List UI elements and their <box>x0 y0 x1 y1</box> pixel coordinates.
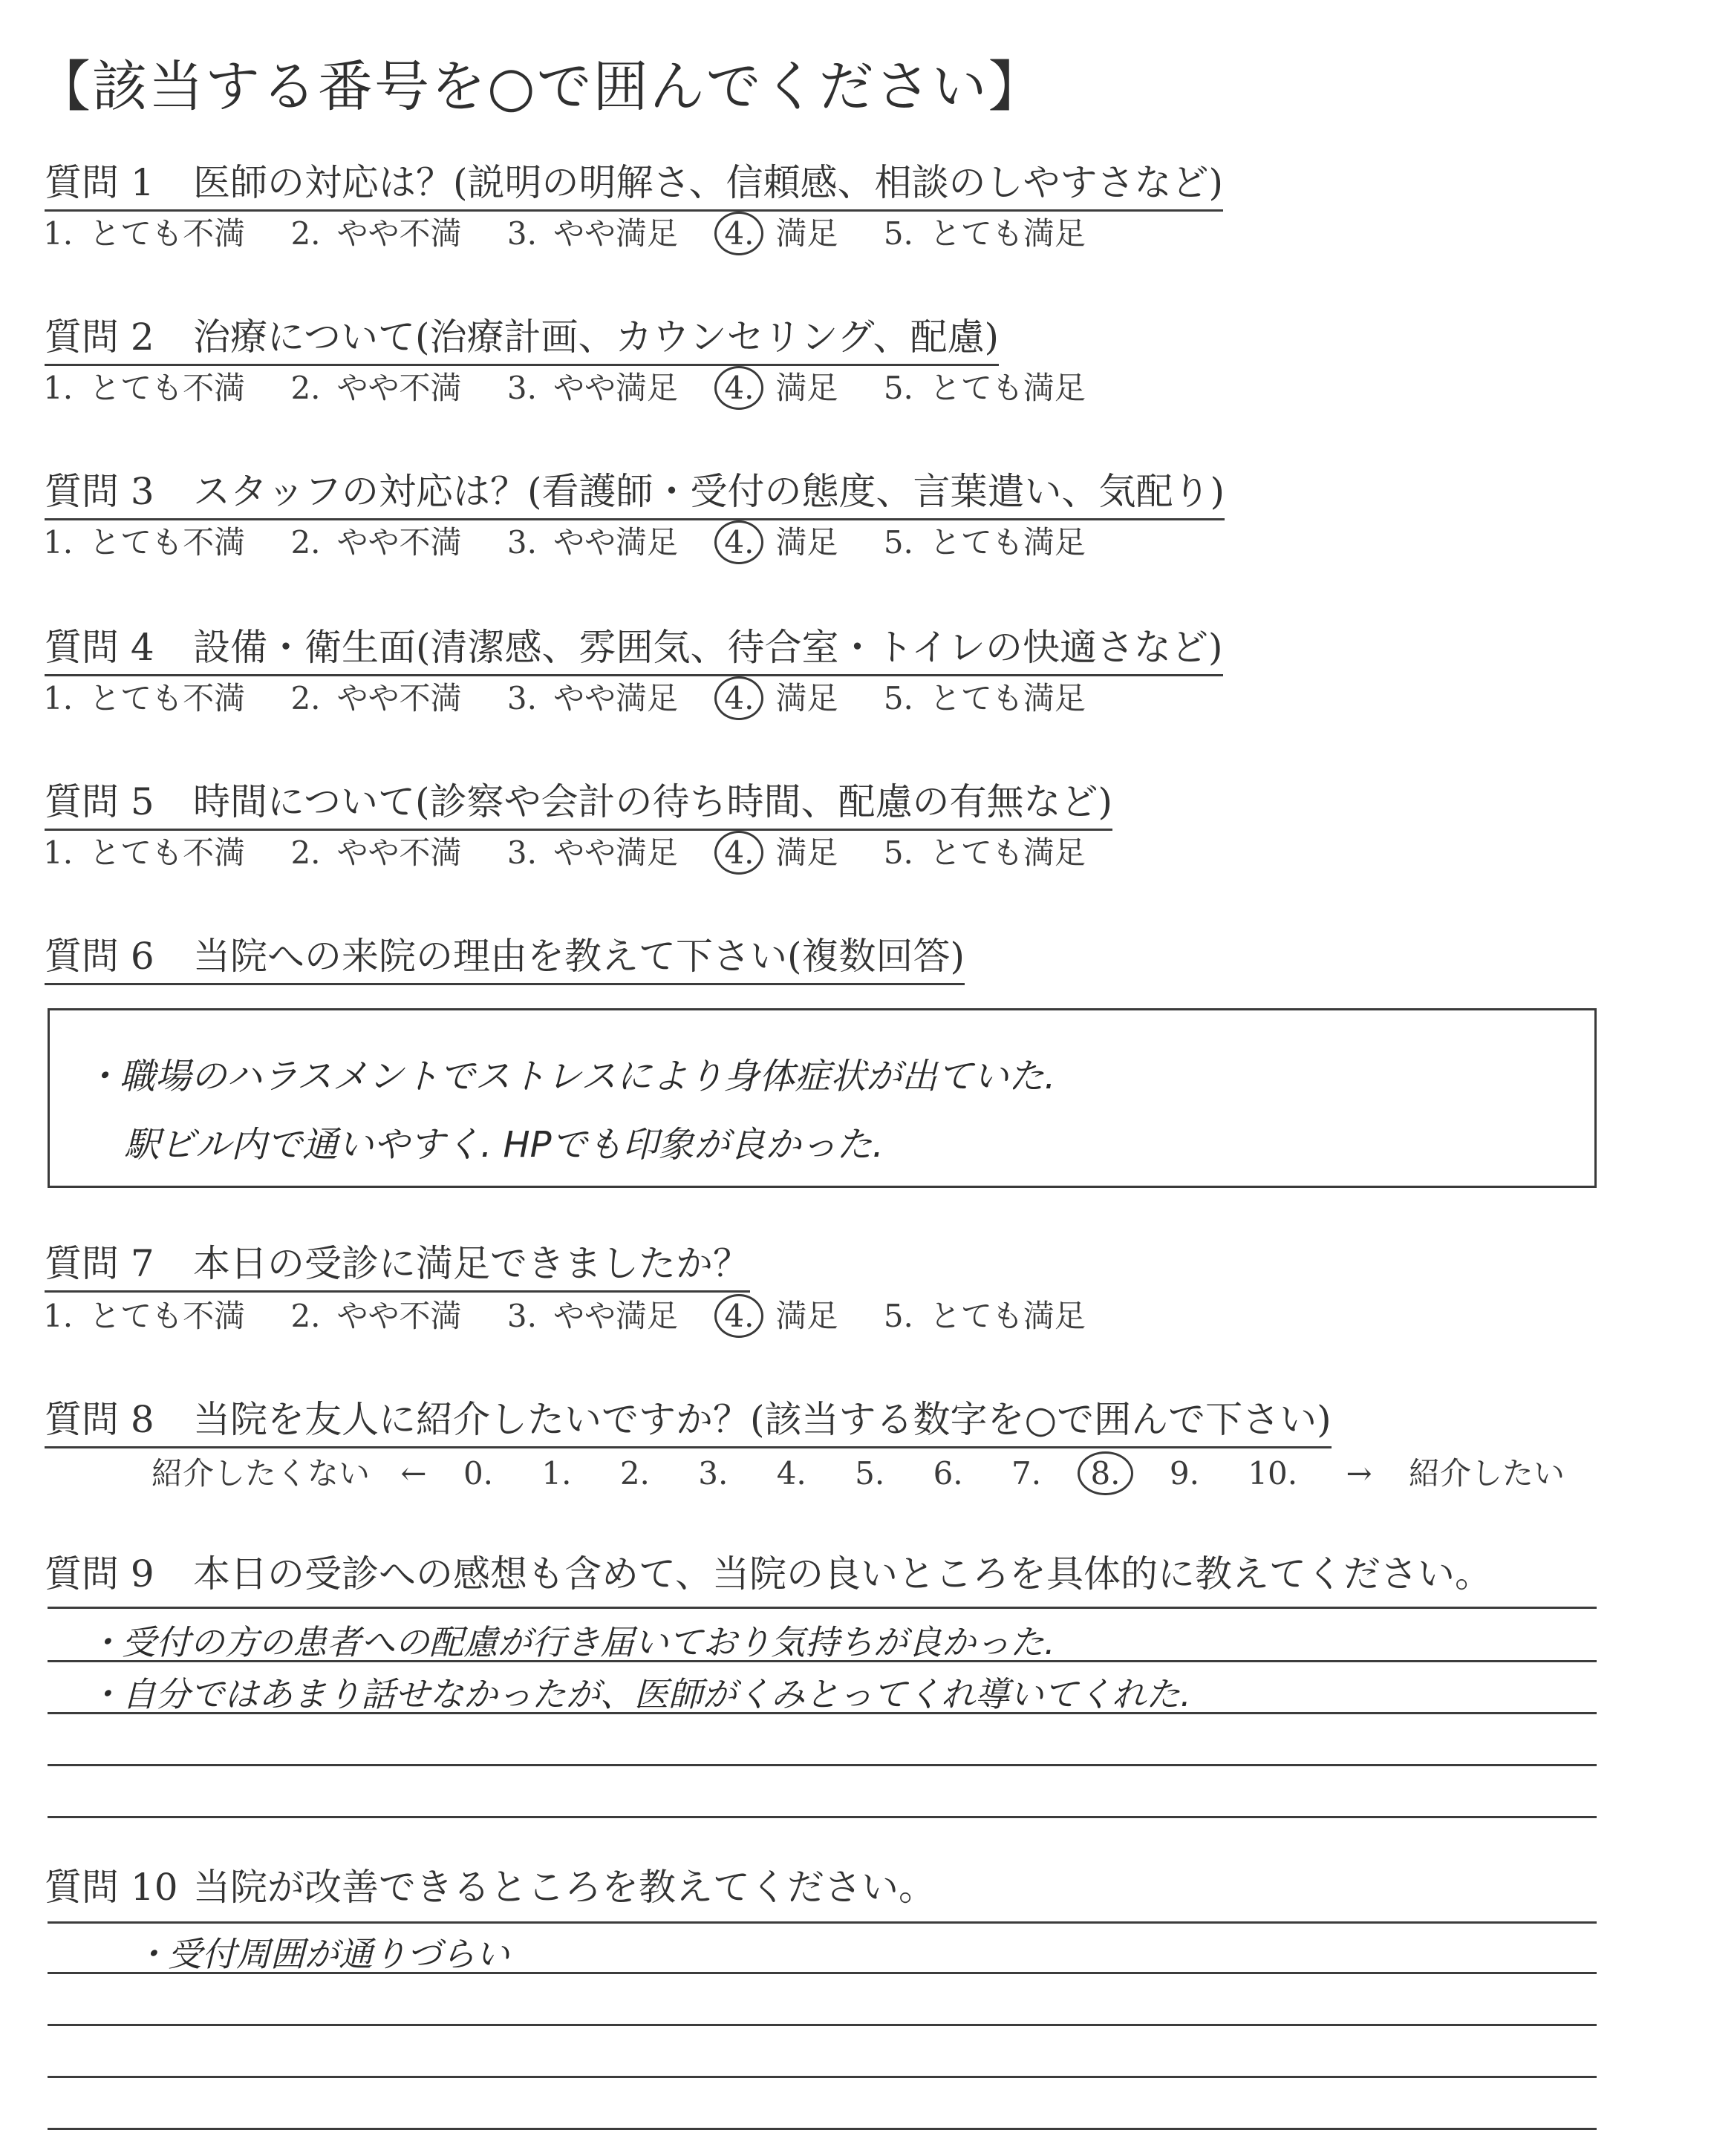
q6-answer-line-2: 駅ビル内で通いやすく. HPでも印象が良かった. <box>124 1124 884 1166</box>
q2-option-3[interactable]: 3. やや満足 <box>506 370 678 406</box>
question-5-number: 質問 5 <box>45 780 154 823</box>
question-1-heading <box>45 153 1223 212</box>
question-9-number: 質問 9 <box>45 1552 154 1595</box>
q5-option-5[interactable]: 5. とても満足 <box>883 834 1086 871</box>
question-4-heading <box>45 618 1223 676</box>
q3-option-4-selected[interactable]: 4. 満足 <box>723 518 838 564</box>
q7-option-2[interactable]: 2. やや不満 <box>290 1298 462 1334</box>
q5-option-3[interactable]: 3. やや満足 <box>506 834 678 871</box>
q8-option-6[interactable]: 6. <box>933 1455 963 1492</box>
q1-option-5[interactable]: 5. とても満足 <box>883 215 1086 252</box>
q4-option-5[interactable]: 5. とても満足 <box>883 680 1086 716</box>
q6-answer-line-1: ・職場のハラスメントでストレスにより身体症状が出ていた. <box>84 1056 1056 1097</box>
q3-option-3[interactable]: 3. やや満足 <box>506 524 678 561</box>
question-10-number: 質問 10 <box>45 1866 178 1909</box>
q4-option-4-selected[interactable]: 4. 満足 <box>723 674 838 720</box>
q9-answer-line-1: ・受付の方の患者への配慮が行き届いており気持ちが良かった. <box>88 1622 1055 1662</box>
q3-option-5[interactable]: 5. とても満足 <box>883 524 1086 561</box>
question-8-scale <box>151 1449 1585 1495</box>
question-1-number: 質問 1 <box>45 161 154 204</box>
q10-answer-rule-3 <box>48 2024 1597 2026</box>
q9-answer-rule-5 <box>48 1816 1597 1818</box>
q4-option-2[interactable]: 2. やや不満 <box>290 680 462 716</box>
question-2-scale <box>43 364 1121 410</box>
q9-answer-line-2: ・自分ではあまり話せなかったが、医師がくみとってくれ導いてくれた. <box>88 1674 1191 1714</box>
q5-option-4-selected[interactable]: 4. 満足 <box>723 829 838 875</box>
q4-option-3[interactable]: 3. やや満足 <box>506 680 678 716</box>
q8-option-3[interactable]: 3. <box>698 1455 729 1492</box>
q2-option-1[interactable]: 1. とても不満 <box>43 370 246 406</box>
q10-answer-rule-1 <box>48 1921 1597 1924</box>
q9-answer-rule-1 <box>48 1607 1597 1609</box>
q2-option-4-selected[interactable]: 4. 満足 <box>723 364 838 410</box>
question-9-heading <box>45 1544 1492 1601</box>
q7-option-4-selected[interactable]: 4. 満足 <box>723 1292 838 1338</box>
question-8-heading <box>45 1390 1332 1448</box>
question-3-text: スタッフの対応は？(看護師・受付の態度、言葉遣い、気配り) <box>193 470 1225 513</box>
question-4-scale <box>43 674 1121 720</box>
q8-option-0[interactable]: 0. <box>463 1455 494 1492</box>
q4-option-1[interactable]: 1. とても不満 <box>43 680 246 716</box>
question-10-text: 当院が改善できるところを教えてください。 <box>193 1866 936 1909</box>
q2-option-2[interactable]: 2. やや不満 <box>290 370 462 406</box>
question-6-number: 質問 6 <box>45 935 154 978</box>
q3-option-1[interactable]: 1. とても不満 <box>43 524 246 561</box>
question-5-scale <box>43 829 1121 875</box>
question-7-heading <box>45 1234 750 1293</box>
question-2-text: 治療について(治療計画、カウンセリング、配慮) <box>193 316 1000 359</box>
q9-answer-rule-4 <box>48 1764 1597 1766</box>
question-7-scale <box>43 1292 1121 1338</box>
q8-right-arrow: → <box>1346 1455 1372 1492</box>
q7-option-5[interactable]: 5. とても満足 <box>883 1298 1086 1334</box>
question-4-text: 設備・衛生面(清潔感、雰囲気、待合室・トイレの快適さなど) <box>193 626 1223 669</box>
q1-option-1[interactable]: 1. とても不満 <box>43 215 246 252</box>
q1-option-2[interactable]: 2. やや不満 <box>290 215 462 252</box>
question-1-text: 医師の対応は？(説明の明解さ、信頼感、相談のしやすさなど) <box>193 161 1224 204</box>
q7-option-1[interactable]: 1. とても不満 <box>43 1298 246 1334</box>
page-title: 【該当する番号を○で囲んでください】 <box>36 55 1045 119</box>
question-3-heading <box>45 462 1225 520</box>
question-7-text: 本日の受診に満足できましたか？ <box>193 1242 750 1285</box>
question-9-text: 本日の受診への感想も含めて、当院の良いところを具体的に教えてください。 <box>193 1552 1492 1595</box>
question-2-heading <box>45 307 999 366</box>
q7-option-3[interactable]: 3. やや満足 <box>506 1298 678 1334</box>
question-5-text: 時間について(診察や会計の待ち時間、配慮の有無など) <box>193 780 1113 823</box>
question-7-number: 質問 7 <box>45 1242 154 1285</box>
q8-option-4[interactable]: 4. <box>776 1455 806 1492</box>
q8-option-9[interactable]: 9. <box>1169 1455 1199 1492</box>
q10-answer-rule-5 <box>48 2128 1597 2130</box>
question-6-text: 当院への来院の理由を教えて下さい(複数回答) <box>193 935 965 978</box>
q8-option-2[interactable]: 2. <box>619 1455 650 1492</box>
question-2-number: 質問 2 <box>45 316 154 359</box>
question-5-heading <box>45 772 1112 831</box>
question-10-heading <box>45 1858 936 1914</box>
q5-option-1[interactable]: 1. とても不満 <box>43 834 246 871</box>
q8-option-5[interactable]: 5. <box>855 1455 885 1492</box>
q10-answer-line-1: ・受付周囲が通りづらい <box>134 1934 509 1974</box>
question-8-text: 当院を友人に紹介したいですか？(該当する数字を○で囲んで下さい) <box>193 1398 1332 1441</box>
q8-option-10[interactable]: 10. <box>1248 1455 1298 1492</box>
question-3-scale <box>43 518 1121 564</box>
q2-option-5[interactable]: 5. とても満足 <box>883 370 1086 406</box>
q8-left-arrow: ← <box>400 1455 427 1492</box>
q8-option-7[interactable]: 7. <box>1011 1455 1042 1492</box>
q1-option-3[interactable]: 3. やや満足 <box>506 215 678 252</box>
q5-option-2[interactable]: 2. やや不満 <box>290 834 462 871</box>
question-1-scale <box>43 209 1121 255</box>
question-8-number: 質問 8 <box>45 1398 154 1441</box>
q8-option-8-selected[interactable]: 8. <box>1078 1451 1132 1495</box>
question-6-heading <box>45 927 965 985</box>
question-3-number: 質問 3 <box>45 470 154 513</box>
question-6-answer-box[interactable] <box>48 1008 1597 1188</box>
q8-right-label: 紹介したい <box>1409 1455 1565 1492</box>
question-4-number: 質問 4 <box>45 626 154 669</box>
q1-option-4-selected[interactable]: 4. 満足 <box>723 209 838 255</box>
q3-option-2[interactable]: 2. やや不満 <box>290 524 462 561</box>
q8-left-label: 紹介したくない <box>151 1455 371 1492</box>
q8-option-1[interactable]: 1. <box>541 1455 572 1492</box>
q10-answer-rule-4 <box>48 2076 1597 2078</box>
